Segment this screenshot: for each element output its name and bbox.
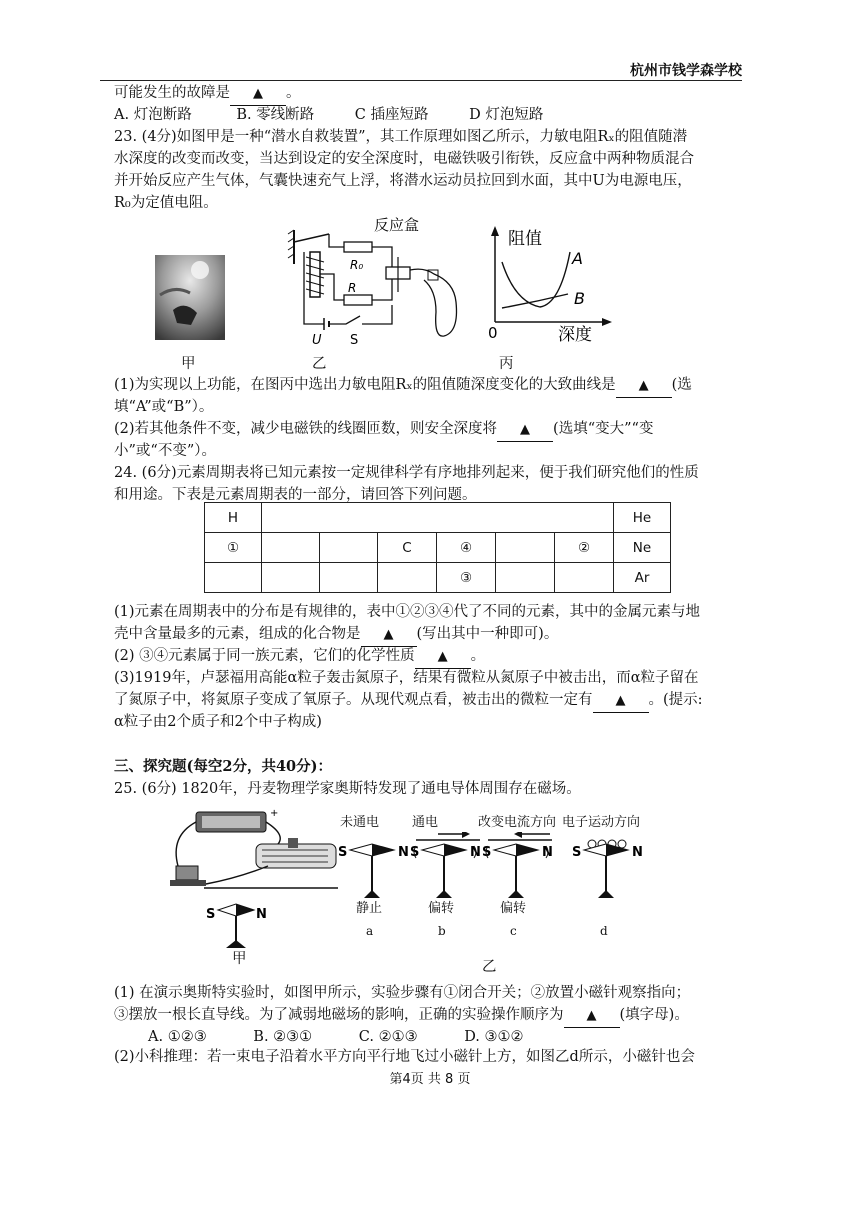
curve-b-label: B [574, 289, 585, 308]
q24-sub3-line3: α粒子由2个质子和2个中子构成) [114, 714, 322, 730]
page-footer: 第4页 共 8 页 [389, 1072, 471, 1087]
q25-sub1-line1: (1) 在演示奥斯特实验时，如图甲所示，实验步骤有①闭合开关；②放置小磁针观察指向； [114, 985, 691, 1001]
diver-photo [155, 255, 225, 340]
fig-yi-label: 乙 [312, 356, 327, 372]
needle-letter: a [366, 924, 374, 938]
fig25-jia-label: 甲 [232, 951, 247, 967]
needle-s: S [206, 907, 216, 922]
compass-needle [570, 832, 670, 912]
option-b: B. ②③① [253, 1029, 313, 1045]
q23-line-4: R₀为定值电阻。 [114, 195, 218, 211]
table-row [205, 533, 671, 563]
needle-s: S [338, 845, 348, 860]
graph-ylabel: 阻值 [508, 229, 542, 249]
curve-a-label: A [572, 249, 583, 268]
reaction-box-label: 反应盒 [374, 216, 420, 234]
q24-sub1-line2: 壳中含量最多的元素，组成的化合物是 ▲ (写出其中一种即可)。 [114, 623, 558, 647]
table-cell: ② [555, 533, 614, 563]
circuit-diagram [284, 212, 464, 352]
answer-blank: ▲ [593, 690, 649, 713]
needle-s: S [572, 845, 582, 860]
q25-sub1-line2: ③摆放一根长直导线。为了减弱地磁场的影响，正确的实验操作顺序为 ▲ (填字母)。 [114, 1004, 689, 1028]
needle-top-label: 电子运动方向 [562, 815, 641, 830]
table-cell [378, 563, 437, 593]
table-cell [496, 563, 555, 593]
needle-n: N [256, 907, 267, 922]
option-c: C 插座短路 [354, 107, 429, 123]
r0-label: R₀ [350, 258, 364, 272]
table-cell [262, 563, 320, 593]
needle-letter: d [600, 924, 608, 938]
needle-n: N [398, 845, 409, 860]
graph-origin: 0 [488, 324, 498, 342]
u-label: U [312, 333, 322, 348]
option-d: D. ③①② [464, 1029, 524, 1045]
q23-line-3: 并开始反应产生气体，气囊快速充气上浮，将潜水运动员拉回到水面，其中U为电源电压， [114, 173, 692, 189]
table-cell: Ar [614, 563, 671, 593]
q24-sub2: (2) ③④元素属于同一族元素，它们的化学性质 ▲ 。 [114, 645, 485, 669]
q23-sub1-line2: 填“A”或“B”）。 [114, 399, 214, 415]
needle-letter: b [438, 924, 446, 938]
needle-s: S [482, 845, 492, 860]
resistor-rx [344, 295, 372, 305]
answer-blank: ▲ [564, 1005, 620, 1028]
rx-label: R [348, 281, 357, 295]
section-3-title: 三、探究题(每空2分，共40分)： [114, 758, 332, 775]
table-cell: Ne [614, 533, 671, 563]
airbag [410, 269, 457, 336]
table-cell [262, 533, 320, 563]
answer-blank: ▲ [361, 624, 417, 647]
needle-n: N [542, 845, 553, 860]
table-cell: ① [205, 533, 262, 563]
needle-n: N [470, 845, 481, 860]
needle-bottom-label: 偏转 [500, 901, 527, 916]
option-b: B. 零线断路 [236, 107, 315, 123]
fig-bing-label: 丙 [499, 356, 514, 372]
table-cell: H [205, 503, 262, 533]
q25-sub2: (2)小科推理：若一束电子沿着水平方向平行地飞过小磁针上方，如图乙d所示，小磁针也会 [114, 1049, 695, 1065]
graph-xlabel: 深度 [558, 325, 592, 345]
q23-sub2-line1: (2)若其他条件不变，减少电磁铁的线圈匝数，则安全深度将 ▲ (选填“变大”“变 [114, 418, 653, 442]
fig25-yi-label: 乙 [482, 959, 497, 975]
option-d: D 灯泡短路 [469, 107, 544, 123]
option-c: C. ②①③ [358, 1029, 418, 1045]
q24-sub1-line1: (1)元素在周期表中的分布是有规律的，表中①②③④代了不同的元素，其中的金属元素与地 [114, 604, 701, 620]
periodic-table [204, 502, 671, 593]
option-a: A. 灯泡断路 [114, 107, 192, 123]
resistor-r0 [344, 242, 372, 252]
answer-blank: ▲ [497, 419, 553, 442]
q24-sub3-line1: (3)1919年，卢瑟福用高能α粒子轰击氮原子，结果有微粒从氮原子中被击出，而α粒子留在 [114, 670, 699, 686]
option-a: A. ①②③ [148, 1029, 207, 1045]
table-cell: He [614, 503, 671, 533]
needle-top-label: 未通电 [340, 815, 380, 830]
needle-bottom-label: 静止 [356, 901, 383, 916]
fig-jia-label: 甲 [181, 356, 196, 372]
table-cell: C [378, 533, 437, 563]
resistance-depth-graph [480, 222, 620, 347]
q24-line-1: 24. (6分)元素周期表将已知元素按一定规律科学有序地排列起来，便于我们研究他们的性质 [114, 465, 699, 481]
table-cell [496, 533, 555, 563]
compass-needle [480, 832, 580, 912]
needle-top-label: 改变电流方向 [478, 815, 557, 830]
svg-text:+: + [270, 808, 279, 819]
s-label: S [350, 333, 359, 348]
school-header: 杭州市钱学森学校 [630, 63, 742, 79]
needle-letter: c [510, 924, 517, 938]
switch [176, 866, 198, 880]
table-row [205, 503, 671, 533]
answer-blank: ▲ [415, 646, 471, 669]
needle-bottom-label: 偏转 [428, 901, 455, 916]
table-cell [320, 533, 378, 563]
header-rule [100, 80, 742, 81]
table-cell [205, 563, 262, 593]
answer-blank: ▲ [230, 83, 286, 106]
curve-a [502, 252, 570, 307]
table-cell: ④ [437, 533, 496, 563]
q23-line-2: 水深度的改变而改变，当达到设定的安全深度时，电磁铁吸引衔铁，反应盒中两种物质混合 [114, 151, 694, 167]
q25-options [148, 1026, 524, 1048]
table-row [205, 563, 671, 593]
q25-line-1: 25. (6分) 1820年，丹麦物理学家奥斯特发现了通电导体周围存在磁场。 [114, 781, 581, 797]
oersted-apparatus [168, 806, 348, 956]
q22-tail-line: 可能发生的故障是 ▲ 。 [114, 82, 301, 106]
table-cell [262, 503, 614, 533]
needle-n: N [632, 845, 643, 860]
needle-s: S [410, 845, 420, 860]
q23-sub1-line1: (1)为实现以上功能，在图丙中选出力敏电阻Rₓ的阻值随深度变化的大致曲线是 ▲ (选 [114, 374, 692, 398]
needle-top-label: 通电 [412, 815, 439, 830]
q24-sub3-line2: 了氮原子中，将氮原子变成了氧原子。从现代观点看，被击出的微粒一定有 ▲ 。(提示: [114, 689, 703, 713]
q22-options [114, 104, 543, 126]
q23-sub2-line2: 小”或“不变”）。 [114, 443, 216, 459]
q23-line-1: 23. (4分)如图甲是一种“潜水自救装置”，其工作原理如图乙所示，力敏电阻Rₓ的阻值随潜 [114, 129, 688, 145]
q24-line-2: 和用途。下表是元素周期表的一部分，请回答下列问题。 [114, 487, 477, 503]
table-cell [320, 563, 378, 593]
answer-blank: ▲ [616, 375, 672, 398]
table-cell: ③ [437, 563, 496, 593]
table-cell [555, 563, 614, 593]
